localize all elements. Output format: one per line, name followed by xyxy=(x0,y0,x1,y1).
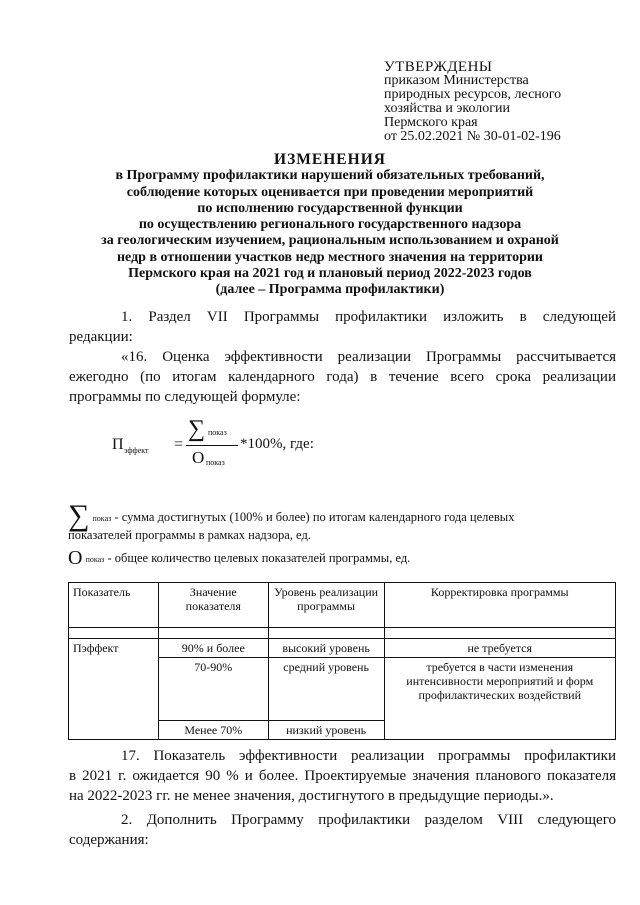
paragraph-2 xyxy=(69,810,616,850)
title-line: недр в отношении участков недр местного значения на территории xyxy=(116,249,543,265)
paragraph-line: редакции: xyxy=(69,329,133,345)
table-cell: средний уровень xyxy=(268,658,384,721)
paragraph-line: на 2022-2023 гг. не менее значения, достигнутого в предыдущие периоды.». xyxy=(69,788,554,804)
efficiency-table xyxy=(68,582,616,740)
table-cell: 90% и более xyxy=(158,639,268,658)
table-header-cell: Уровень реализации программы xyxy=(268,583,384,628)
paragraph-line: программы по следующей формуле: xyxy=(69,389,301,405)
title-line: по исполнению государственной функции xyxy=(197,200,463,216)
legend-total-text: - общее количество целевых показателей программы, ед. xyxy=(107,551,411,565)
formula-rhs: *100%, где: xyxy=(240,436,314,452)
approval-line: приказом Министерства xyxy=(384,73,529,88)
paragraph-1 xyxy=(69,307,616,347)
paragraph-17 xyxy=(69,746,616,806)
table-cell: низкий уровень xyxy=(268,721,384,740)
approval-line: природных ресурсов, лесного xyxy=(384,87,562,102)
formula-denominator: О xyxy=(192,448,205,467)
legend-sum-symbol: ∑ xyxy=(68,499,90,532)
paragraph-line: в 2021 г. ожидается 90 % и более. Проектируемые значения планового показателя xyxy=(69,768,616,784)
title-line: по осуществлению регионального государственного надзора xyxy=(138,217,522,233)
formula-lhs-sub: эффект xyxy=(124,446,149,455)
paragraph-line: 1. Раздел VII Программы профилактики изложить в следующей xyxy=(121,309,616,325)
formula-numerator-sub: показ xyxy=(208,428,227,437)
paragraph-line: 17. Показатель эффективности реализации программы профилактики xyxy=(121,748,616,764)
efficiency-formula xyxy=(112,418,412,474)
paragraph-16 xyxy=(69,347,616,407)
title-main: ИЗМЕНЕНИЯ xyxy=(274,151,386,168)
table-cell: Менее 70% xyxy=(158,721,268,740)
formula-equals: = xyxy=(174,436,184,453)
formula-denominator-sub: показ xyxy=(206,458,225,467)
paragraph-line: ежегодно (по итогам календарного года) в течение всего срока реализации xyxy=(69,369,616,385)
paragraph-line: 2. Дополнить Программу профилактики разделом VIII следующего xyxy=(121,812,616,828)
table-indicator-cell: Пэффект xyxy=(69,639,159,740)
title-line: в Программу профилактики нарушений обязательных требований, xyxy=(115,168,545,184)
table-header-cell: Корректировка программы xyxy=(384,583,616,628)
legend-total-symbol: О xyxy=(68,547,83,569)
table-cell: требуется в части изменения интенсивности мероприятий и форм профилактических воздействий xyxy=(384,658,616,740)
title-line: соблюдение которых оценивается при проведении мероприятий xyxy=(126,184,534,200)
legend-sum-text: - сумма достигнутых (100% и более) по итогам календарного года целевых xyxy=(114,510,515,524)
title-line: за геологическим изучением, рациональным использованием и охраной xyxy=(101,233,559,249)
legend-sum-sub: показ xyxy=(92,514,112,523)
formula-legend-sum xyxy=(68,499,616,543)
paragraph-line: «16. Оценка эффективности реализации Программы рассчитывается xyxy=(121,349,616,365)
approval-heading: УТВЕРЖДЕНЫ xyxy=(384,59,493,75)
fraction-bar xyxy=(186,445,238,446)
title-line: Пермского края на 2021 год и плановый период 2022-2023 годов xyxy=(128,266,532,282)
formula-lhs: П xyxy=(112,436,124,453)
paragraph-line: содержания: xyxy=(69,832,149,848)
legend-sum-text-2: показателей программы в рамках надзора, ед. xyxy=(68,528,311,542)
table-cell: высокий уровень xyxy=(268,639,384,658)
table-row xyxy=(69,639,616,658)
table-header-cell: Значение показателя xyxy=(158,583,268,628)
approval-order-number: от 25.02.2021 № 30-01-02-196 xyxy=(384,129,561,144)
formula-numerator-sum: ∑ xyxy=(188,416,206,442)
table-cell: не требуется xyxy=(384,639,616,658)
table-cell: 70-90% xyxy=(158,658,268,721)
title-line: (далее – Программа профилактики) xyxy=(215,282,445,298)
table-header-row xyxy=(69,583,616,628)
approval-line: Пермского края xyxy=(384,115,478,130)
table-spacer xyxy=(69,628,616,639)
document-title xyxy=(60,152,600,299)
table-header-cell: Показатель xyxy=(69,583,159,628)
approval-block xyxy=(384,60,624,144)
legend-total-sub: показ xyxy=(85,555,105,564)
approval-line: хозяйства и экологии xyxy=(384,101,511,116)
formula-legend-total xyxy=(68,547,616,569)
